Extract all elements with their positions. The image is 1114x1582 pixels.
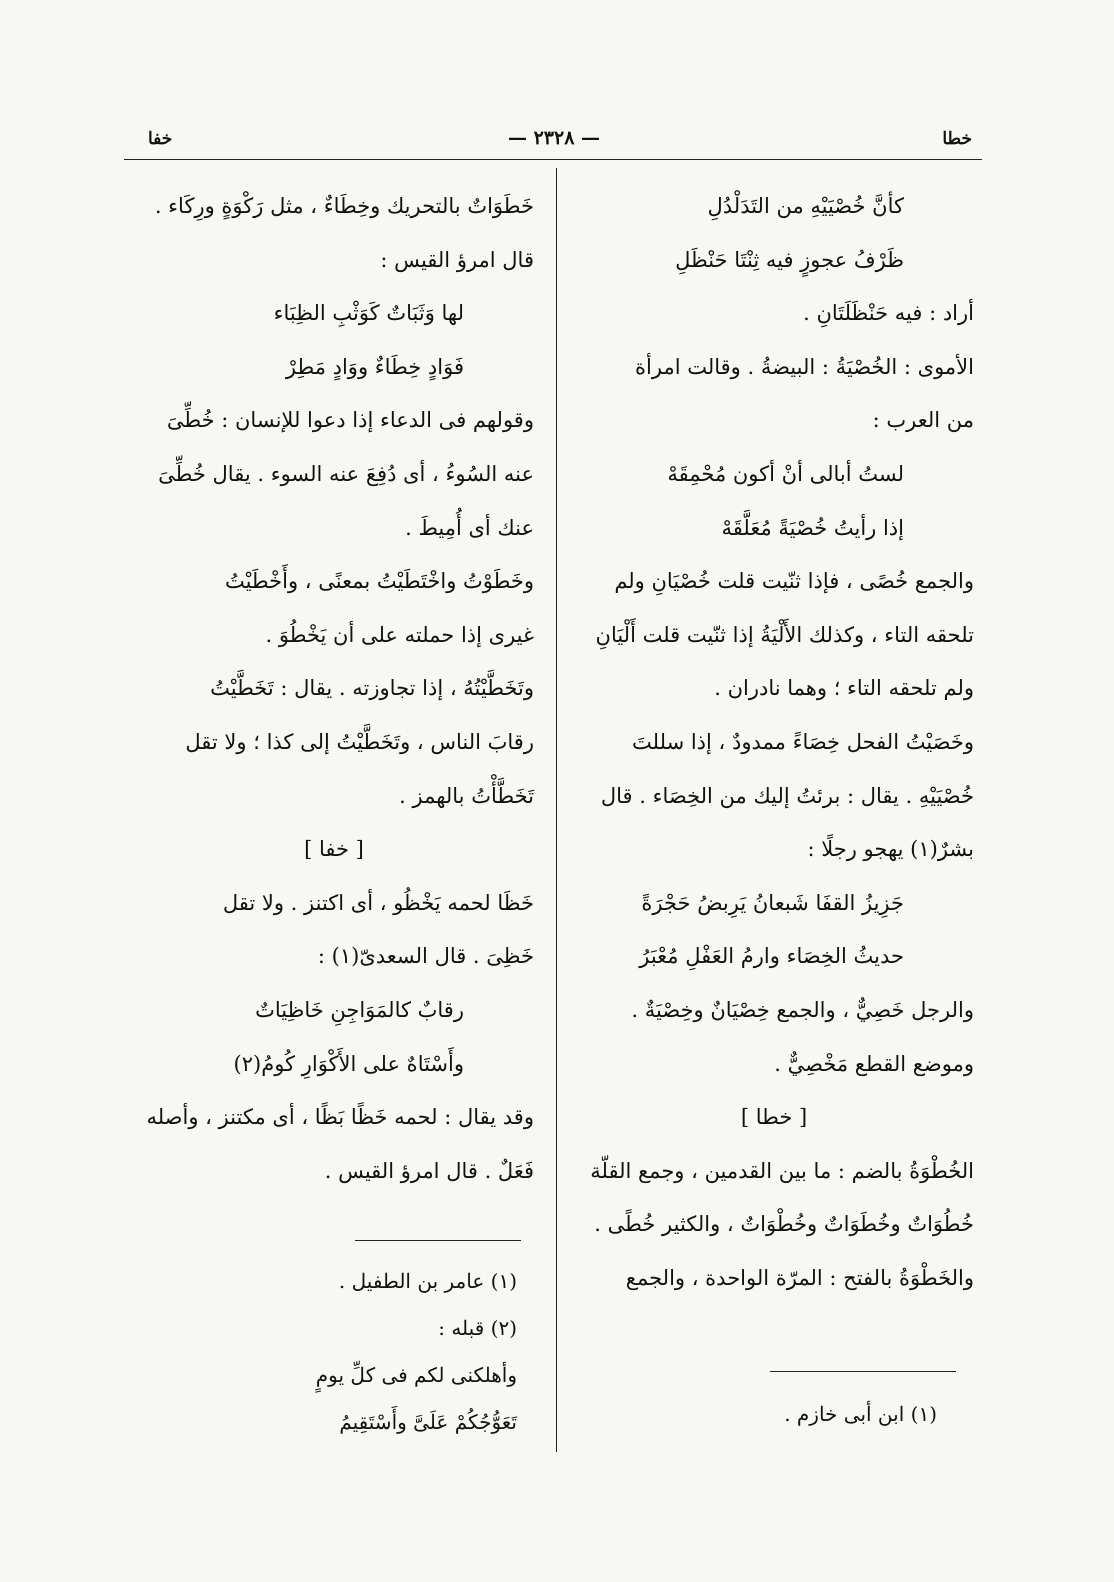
text-line: عنه السُوءُ ، أى دُفِعَ عنه السوء . يقال خُطِّىَ	[158, 461, 534, 486]
text-line: خَظَا لحمه يَخْظُو ، أى اكتنز . ولا تقل	[222, 890, 534, 915]
column-divider	[556, 168, 557, 1452]
text-line: والجمع خُصًى ، فإذا ثنّيت قلت خُصْيَانِ ولم	[614, 569, 974, 594]
verse-line: وأَسْتَاهٌ على الأَكْوَارِ كُومُ(٢)	[233, 1051, 464, 1076]
verse-line: حديثُ الخِصَاء وارمُ العَفْلِ مُعْبَرُ	[639, 944, 904, 969]
page-header	[126, 125, 982, 155]
footnotes-left	[97, 1258, 517, 1446]
verse-line: فَوَادٍ خِطَاءٌ ووَادٍ مَطِرْ	[285, 354, 464, 379]
header-entry-right: خطا	[942, 129, 972, 149]
footnote-rule	[770, 1371, 956, 1372]
text-line: وموضع القطع مَخْصِيٌّ .	[774, 1051, 974, 1076]
verse-line: إذا رأيتُ خُصْيَةً مُعَلَّقَهْ	[721, 515, 904, 540]
text-line: عنك أى أُمِيطَ .	[405, 515, 534, 540]
header-entry-left: خفا	[148, 129, 173, 149]
verse-line: كأنَّ خُصْيَيْهِ من التَدَلْدُلِ	[707, 194, 904, 218]
footnote: (١) عامر بن الطفيل .	[338, 1269, 517, 1293]
text-line: وقولهم فى الدعاء إذا دعوا للإنسان : خُطِّىَ	[166, 408, 534, 433]
verse-line: ظَرْفُ عجوزٍ فيه ثِنْتَا حَنْظَلِ	[675, 247, 904, 272]
text-line: من العرب :	[872, 408, 974, 433]
text-line: رقابَ الناس ، وتَخَطَّيْتُ إلى كذا ؛ ولا تقل	[185, 729, 534, 754]
text-line: خَطَوَاتٌ بالتحريك وخِطَاءٌ ، مثل رَكْوَةٍ ورِكَاء .	[154, 194, 534, 218]
page-number: — ٢٣٢٨ —	[507, 127, 601, 149]
footnote-verse: وأهلكنى لكم فى كلِّ يومٍ	[315, 1363, 517, 1387]
footnote: (١) ابن أبى خازم .	[784, 1402, 937, 1426]
text-line: قال امرؤ القيس :	[380, 247, 534, 272]
text-line: وخَطَوْتُ واخْتَطَيْتُ بمعنًى ، وأَخْطَيْتُ	[224, 569, 534, 594]
text-line: غيرى إذا حملته على أن يَخْطُوَ .	[265, 622, 534, 647]
footnote-verse: تَعَوُّجُكُمْ عَلَىَّ وأَسْتَقِيمُ	[339, 1410, 517, 1434]
left-column	[134, 180, 534, 1198]
text-line: تلحقه التاء ، وكذلك الأَلْيَةُ إذا ثنّيت قلت أَلْيَانِ	[595, 622, 974, 647]
verse-line: جَزِيزُ القفَا شَبعانُ يَرِبضُ حَجْرَةً	[641, 890, 904, 915]
text-line: والخَطْوَةُ بالفتح : المرّة الواحدة ، والجمع	[625, 1265, 974, 1290]
text-line: فَعَلٌ . قال امرؤ القيس .	[324, 1158, 534, 1183]
text-line: خَظِىَ . قال السعدىّ(١) :	[317, 944, 534, 969]
verse-line: رقابٌ كالمَوَاجِنِ خَاظِيَاتٌ	[255, 997, 464, 1022]
text-line: وتَخَطَّيْتُهُ ، إذا تجاوزته . يقال : تَخَطَّيْتُ	[210, 676, 534, 701]
verse-line: لستُ أبالى أنْ أكون مُحْمِقَهْ	[667, 461, 904, 486]
entry-heading: [ خطا ]	[740, 1105, 808, 1130]
text-line: خُطُوَاتٌ وخُطَوَاتٌ وخُطْوَاتٌ ، والكثير خُطًى .	[594, 1212, 974, 1237]
header-rule	[124, 159, 982, 160]
footnote-rule	[355, 1240, 521, 1241]
text-line: الخُطْوَةُ بالضم : ما بين القدمين ، وجمع القلّة	[590, 1158, 974, 1183]
text-line: الأموى : الخُصْيَةُ : البيضةُ . وقالت امرأة	[635, 354, 974, 379]
text-line: والرجل خَصِيٌّ ، والجمع خِصْيَانٌ وخِصْيَةٌ .	[631, 997, 974, 1022]
text-line: خُصْيَيْهِ . يقال : برئتُ إليك من الخِصَاء . قال	[600, 783, 974, 808]
verse-line: لها وَثَبَاتٌ كَوَثْبِ الظِبَاء	[273, 301, 464, 326]
text-line: بشرٌ(١) يهجو رجلًا :	[807, 837, 974, 862]
footnote: (٢) قبله :	[438, 1316, 517, 1340]
text-line: ولم تلحقه التاء ؛ وهما نادران .	[714, 676, 974, 701]
text-line: أراد : فيه حَنْظَلَتَانِ .	[803, 301, 974, 326]
text-line: وقد يقال : لحمه خَظًا بَظًا ، أى مكتنز ، وأصله	[146, 1105, 534, 1130]
entry-heading: [ خفا ]	[304, 837, 364, 862]
text-line: وخَصَيْتُ الفحل خِصَاءً ممدودٌ ، إذا سللتَ	[632, 729, 974, 754]
right-column	[574, 180, 974, 1305]
text-line: تَخَطَّأْتُ بالهمز .	[399, 783, 534, 808]
